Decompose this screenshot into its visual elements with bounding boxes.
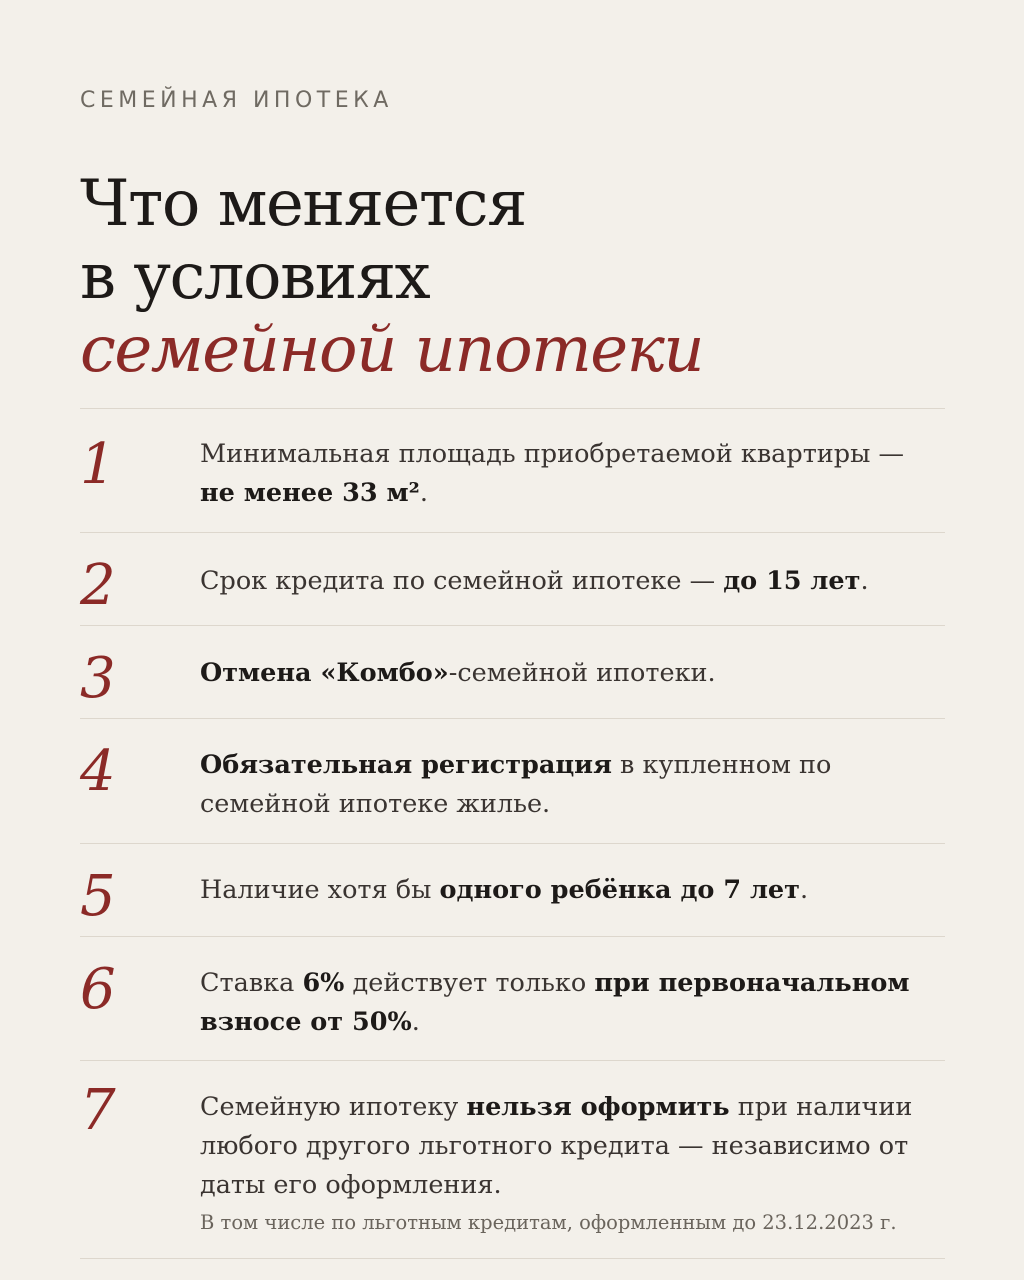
item-number: 6 (80, 957, 116, 1022)
text-segment: . (860, 566, 869, 596)
text-segment: действует только (344, 968, 595, 998)
text-segment: Срок кредита по семейной ипотеке — (200, 566, 724, 596)
text-segment: Минимальная площадь приобретаемой квартиры — (200, 439, 905, 469)
text-segment-bold: Обязательная регистрация (200, 750, 612, 780)
text-segment-bold: 6% (302, 968, 345, 998)
text-segment-bold: до 15 лет (723, 566, 861, 596)
text-segment: Наличие хотя бы (200, 875, 440, 905)
list-item (80, 409, 945, 533)
list-item (80, 844, 945, 937)
item-text (200, 1088, 940, 1237)
item-number: 7 (80, 1078, 116, 1143)
item-text (200, 746, 940, 824)
section-kicker: СЕМЕЙНАЯ ИПОТЕКА (80, 88, 393, 113)
text-segment: . (799, 875, 809, 905)
text-segment-bold: нельзя оформить (466, 1092, 730, 1122)
text-segment: при наличии любого другого льготного кредита — независимо от даты его оформления. (200, 1092, 913, 1200)
page (80, 0, 945, 1280)
text-segment: в купленном по семейной ипотеке жилье. (200, 750, 832, 819)
item-text (200, 964, 940, 1042)
item-text (200, 871, 940, 910)
list-item (80, 626, 945, 719)
item-footnote: В том числе по льготным кредитам, оформленным до 23.12.2023 г. (200, 1211, 897, 1234)
title-line-1: Что меняется (80, 167, 526, 241)
item-number: 2 (80, 553, 116, 618)
item-number: 3 (80, 646, 116, 711)
list-item (80, 937, 945, 1061)
item-number: 5 (80, 864, 116, 929)
text-segment: Ставка (200, 968, 303, 998)
list-item (80, 533, 945, 626)
list-item (80, 1061, 945, 1259)
item-text (200, 435, 940, 513)
text-segment: . (419, 478, 428, 508)
text-segment-bold: не менее 33 м² (200, 478, 420, 508)
item-number: 1 (80, 432, 116, 497)
list-item (80, 719, 945, 844)
title-accent: семейной ипотеки (80, 313, 704, 387)
text-segment-bold: Отмена «Комбо» (200, 658, 449, 688)
item-number: 4 (80, 739, 116, 804)
text-segment: . (411, 1007, 420, 1037)
item-text (200, 562, 940, 601)
text-segment-bold: одного ребёнка до 7 лет (439, 875, 800, 905)
conditions-list (80, 408, 945, 1259)
text-segment: Семейную ипотеку (200, 1092, 467, 1122)
item-text (200, 654, 940, 693)
page-title (80, 168, 703, 387)
text-segment-bold: при первоначальном взносе от 50% (200, 968, 910, 1037)
text-segment: -семейной ипотеки. (448, 658, 716, 688)
title-line-2: в условиях (80, 240, 430, 314)
